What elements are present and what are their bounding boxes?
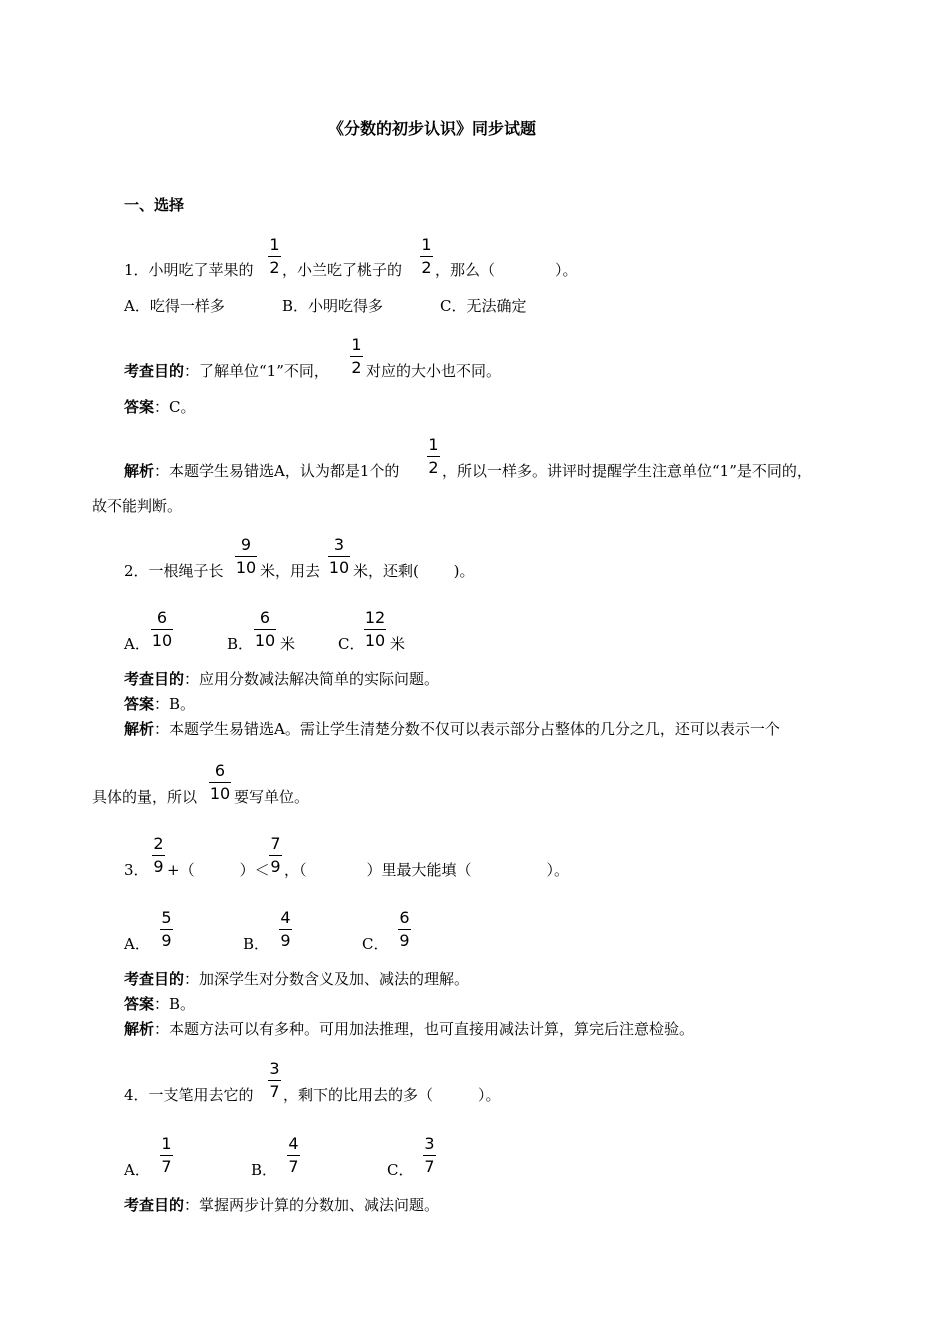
- numerator: 1: [428, 435, 439, 454]
- q3-option-b-label: B．: [243, 935, 270, 953]
- q3-option-a-label: A．: [124, 935, 150, 953]
- section-heading: 一、选择: [124, 196, 185, 214]
- q1-stem-part3: ，那么（ ）。: [435, 261, 578, 279]
- denominator: 10: [235, 558, 257, 577]
- analysis-label: 解析: [124, 462, 155, 480]
- q3-answer: [124, 995, 195, 1013]
- page-title: 《分数的初步认识》同步试题: [328, 119, 537, 138]
- q4-stem-part2: ，剩下的比用去的多（ ）。: [283, 1086, 501, 1104]
- denominator: 2: [269, 258, 280, 277]
- purpose-text: ：加深学生对分数含义及加、减法的理解。: [184, 970, 470, 988]
- denominator: 9: [280, 931, 291, 950]
- q2-analysis-text-3: 要写单位。: [234, 788, 310, 806]
- q3-analysis: [124, 1020, 694, 1038]
- answer-text: ：C。: [154, 398, 196, 416]
- numerator: 3: [333, 535, 345, 554]
- q2-analysis-text-2: 具体的量，所以: [92, 788, 198, 806]
- denominator: 10: [209, 784, 231, 803]
- denominator: 10: [364, 631, 386, 650]
- q2-purpose: [124, 670, 439, 688]
- numerator: 4: [280, 908, 291, 927]
- q2-option-b-label: B．: [227, 635, 254, 653]
- q2-option-c-label: C．: [338, 635, 365, 653]
- q2-option-b-unit: 米: [280, 635, 296, 653]
- q4-option-b-label: B．: [251, 1161, 278, 1179]
- q2-analysis: [124, 720, 780, 738]
- analysis-label: 解析: [124, 1020, 155, 1038]
- purpose-text: ：了解单位“1”不同，: [184, 362, 329, 380]
- numerator: 2: [153, 834, 164, 853]
- numerator: 7: [270, 834, 281, 853]
- q3-option-c-label: C．: [362, 935, 389, 953]
- q1-answer: [124, 398, 196, 416]
- q1-analysis-text-2: ，所以一样多。讲评时提醒学生注意单位“1”是不同的，: [442, 462, 812, 480]
- denominator: 10: [151, 631, 173, 650]
- numerator: 5: [161, 908, 172, 927]
- numerator: 12: [364, 608, 386, 627]
- q1-stem-part2: ，小兰吃了桃子的: [282, 261, 403, 279]
- numerator: 1: [421, 235, 432, 254]
- denominator: 9: [161, 931, 172, 950]
- q2-answer: [124, 695, 195, 713]
- denominator: 9: [399, 931, 410, 950]
- q1-stem-part1: 1．小明吃了苹果的: [124, 261, 254, 279]
- denominator: 10: [254, 631, 276, 650]
- q2-option-c-unit: 米: [390, 635, 406, 653]
- numerator: 3: [269, 1059, 280, 1078]
- denominator: 10: [328, 558, 350, 577]
- purpose-text: ：应用分数减法解决简单的实际问题。: [184, 670, 440, 688]
- q1-analysis: [124, 462, 399, 480]
- answer-label: 答案: [124, 695, 155, 713]
- q2-stem-part3: 米，还剩( )。: [353, 562, 475, 580]
- numerator: 6: [399, 908, 410, 927]
- q1-purpose: [124, 362, 329, 380]
- analysis-text: ：本题学生易错选A。需让学生清楚分数不仅可以表示部分占整体的几分之几，还可以表示一个: [154, 720, 780, 738]
- numerator: 6: [259, 608, 271, 627]
- q2-stem-part1: 2．一根绳子长: [124, 562, 224, 580]
- q2-stem-part2: 米，用去: [260, 562, 321, 580]
- q2-option-a-label: A．: [124, 635, 150, 653]
- denominator: 7: [269, 1082, 280, 1101]
- denominator: 7: [161, 1157, 172, 1176]
- analysis-text: ：本题学生易错选A，认为都是1个的: [154, 462, 400, 480]
- q3-purpose: [124, 970, 469, 988]
- denominator: 9: [270, 857, 281, 876]
- purpose-label: 考查目的: [124, 1196, 185, 1214]
- answer-text: ：B。: [154, 695, 196, 713]
- purpose-label: 考查目的: [124, 362, 185, 380]
- answer-label: 答案: [124, 995, 155, 1013]
- purpose-label: 考查目的: [124, 670, 185, 688]
- q3-stem-part2: +（ ）＜: [167, 861, 270, 879]
- q3-stem-part3: ，（ ）里最大能填（ ）。: [284, 861, 570, 879]
- numerator: 9: [240, 535, 252, 554]
- purpose-label: 考查目的: [124, 970, 185, 988]
- analysis-label: 解析: [124, 720, 155, 738]
- q4-option-c-label: C．: [387, 1161, 414, 1179]
- numerator: 1: [351, 335, 362, 354]
- numerator: 3: [424, 1134, 435, 1153]
- q4-purpose: [124, 1196, 439, 1214]
- answer-label: 答案: [124, 398, 155, 416]
- numerator: 6: [214, 761, 226, 780]
- denominator: 2: [421, 258, 432, 277]
- q1-option-c: C．无法确定: [440, 297, 527, 315]
- q1-purpose-text-end: 对应的大小也不同。: [366, 362, 502, 380]
- q3-stem-part1: 3．: [124, 861, 149, 879]
- analysis-text: ：本题方法可以有多种。可用加法推理，也可直接用减法计算，算完后注意检验。: [154, 1020, 695, 1038]
- q1-option-a: A．吃得一样多: [124, 297, 225, 315]
- denominator: 2: [428, 458, 439, 477]
- numerator: 6: [156, 608, 168, 627]
- numerator: 1: [161, 1134, 172, 1153]
- numerator: 1: [269, 235, 280, 254]
- q4-option-a-label: A．: [124, 1161, 150, 1179]
- q1-analysis-text-3: 故不能判断。: [92, 497, 183, 515]
- answer-text: ：B。: [154, 995, 196, 1013]
- purpose-text: ：掌握两步计算的分数加、减法问题。: [184, 1196, 440, 1214]
- q4-stem-part1: 4．一支笔用去它的: [124, 1086, 254, 1104]
- denominator: 7: [288, 1157, 299, 1176]
- denominator: 7: [424, 1157, 435, 1176]
- q1-option-b: B．小明吃得多: [282, 297, 384, 315]
- numerator: 4: [288, 1134, 299, 1153]
- denominator: 2: [351, 358, 362, 377]
- denominator: 9: [153, 857, 164, 876]
